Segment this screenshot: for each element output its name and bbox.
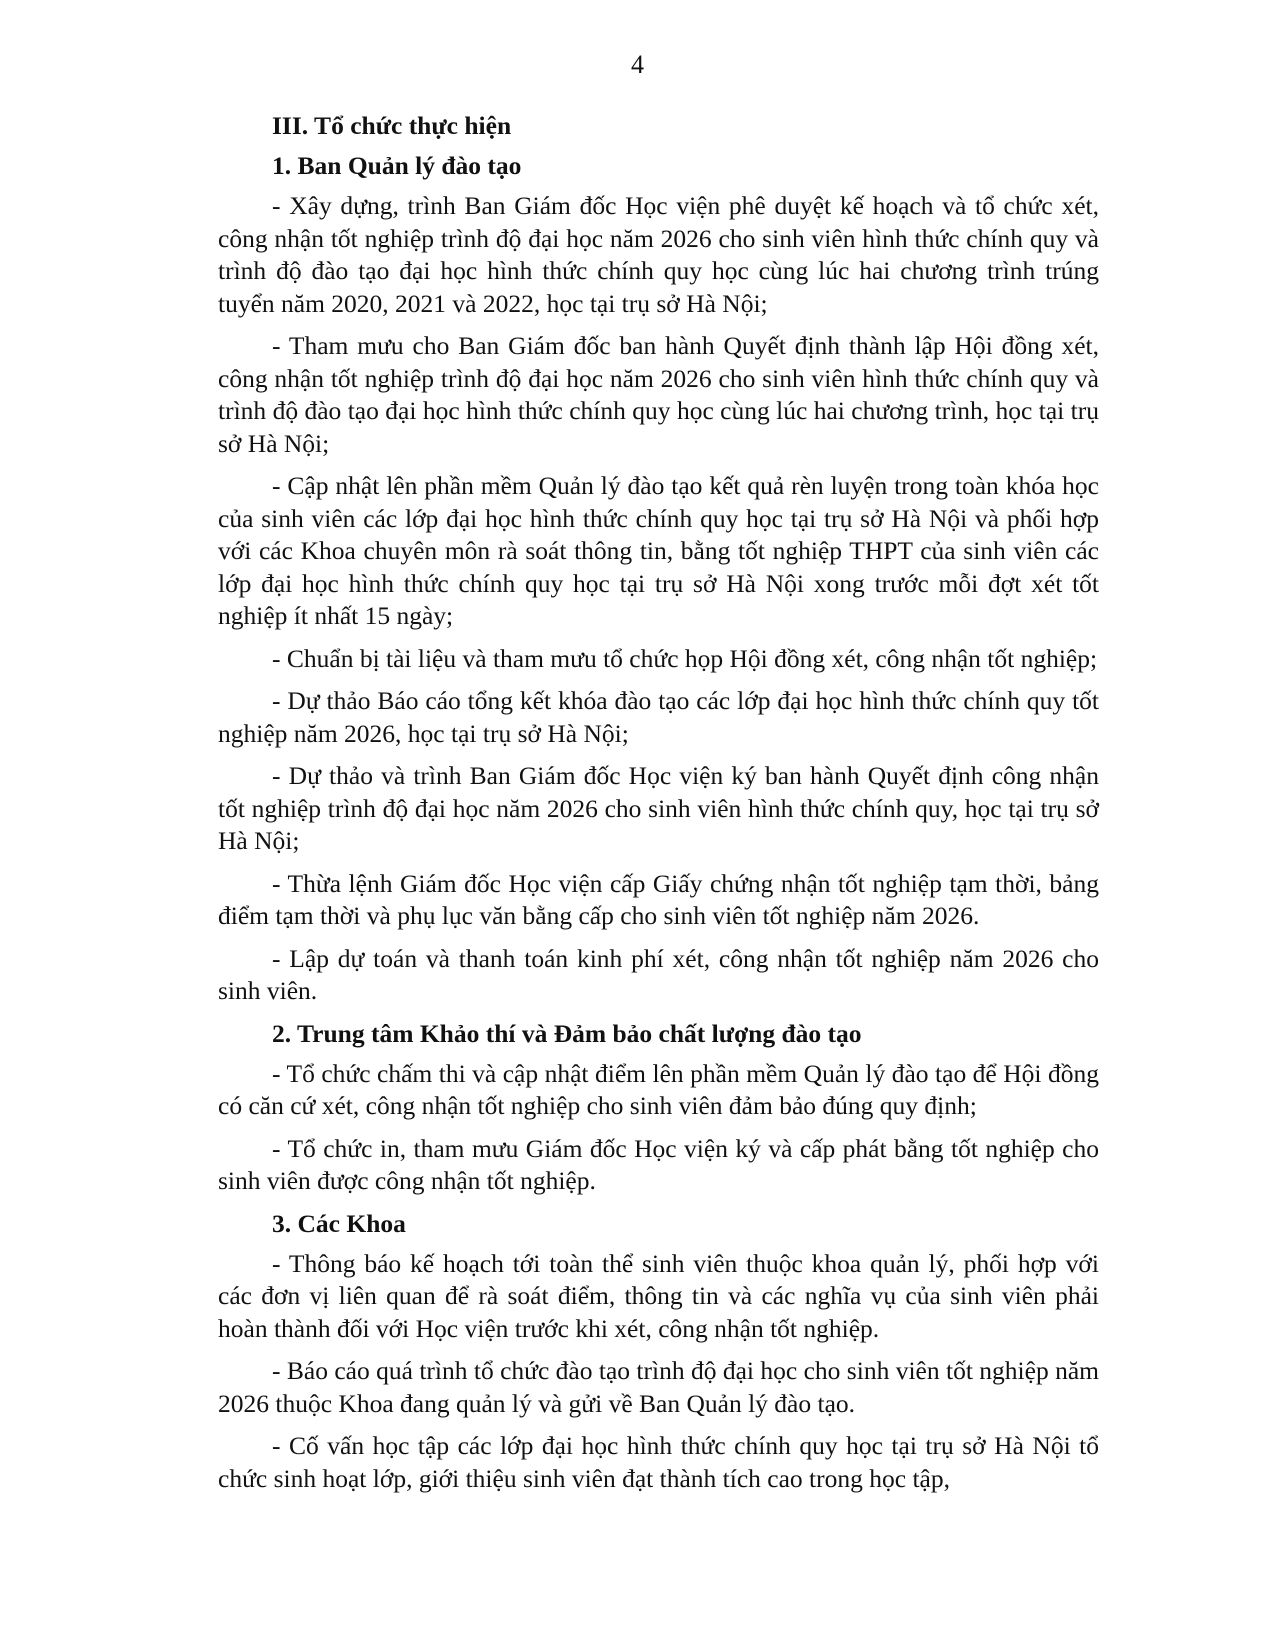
subsection-heading-2: 2. Trung tâm Khảo thí và Đảm bảo chất lượng đào tạo <box>272 1018 862 1048</box>
paragraph: - Lập dự toán và thanh toán kinh phí xét, công nhận tốt nghiệp năm 2026 cho sinh viên. <box>218 943 1099 1005</box>
subsection-heading-1: 1. Ban Quản lý đào tạo <box>272 151 522 180</box>
paragraph: - Tổ chức in, tham mưu Giám đốc Học viện ký và cấp phát bằng tốt nghiệp cho sinh viên được công nhận tốt nghiệp. <box>218 1133 1099 1195</box>
paragraph: - Cố vấn học tập các lớp đại học hình thức chính quy học tại trụ sở Hà Nội tổ chức sinh hoạt lớp, giới thiệu sinh viên đạt thành tích cao trong học tập, <box>218 1431 1099 1493</box>
paragraph: - Cập nhật lên phần mềm Quản lý đào tạo kết quả rèn luyện trong toàn khóa học của sinh viên các lớp đại học hình thức chính quy học tại trụ sở Hà Nội và phối hợp với các Khoa chuyên môn rà soát thông tin, bằng tốt nghiệp THPT của sinh viên các lớp đại học hình thức chính quy học tại trụ sở Hà Nội xong trước mỗi đợt xét tốt nghiệp ít nhất 15 ngày; <box>218 471 1099 630</box>
paragraph: - Xây dựng, trình Ban Giám đốc Học viện phê duyệt kế hoạch và tổ chức xét, công nhận tốt nghiệp trình độ đại học năm 2026 cho sinh viên hình thức chính quy và trình độ đào tạo đại học hình thức chính quy học cùng lúc hai chương trình trúng tuyển năm 2020, 2021 và 2022, học tại trụ sở Hà Nội; <box>218 191 1099 318</box>
paragraph: - Tổ chức chấm thi và cập nhật điểm lên phần mềm Quản lý đào tạo để Hội đồng có căn cứ xét, công nhận tốt nghiệp cho sinh viên đảm bảo đúng quy định; <box>218 1058 1099 1120</box>
paragraph: - Dự thảo Báo cáo tổng kết khóa đào tạo các lớp đại học hình thức chính quy tốt nghiệp năm 2026, học tại trụ sở Hà Nội; <box>218 686 1099 748</box>
paragraph: - Chuẩn bị tài liệu và tham mưu tổ chức họp Hội đồng xét, công nhận tốt nghiệp; <box>272 643 1098 673</box>
page-number: 4 <box>631 50 644 79</box>
paragraph: - Dự thảo và trình Ban Giám đốc Học viện ký ban hành Quyết định công nhận tốt nghiệp trình độ đại học năm 2026 cho sinh viên hình thức chính quy, học tại trụ sở Hà Nội; <box>218 761 1099 855</box>
document-body <box>218 110 1099 1505</box>
section-heading-iii: III. Tổ chức thực hiện <box>272 111 512 140</box>
subsection-heading-3: 3. Các Khoa <box>272 1208 406 1238</box>
paragraph: - Thừa lệnh Giám đốc Học viện cấp Giấy chứng nhận tốt nghiệp tạm thời, bảng điểm tạm thời và phụ lục văn bằng cấp cho sinh viên tốt nghiệp năm 2026. <box>218 868 1099 930</box>
paragraph: - Tham mưu cho Ban Giám đốc ban hành Quyết định thành lập Hội đồng xét, công nhận tốt nghiệp trình độ đại học năm 2026 cho sinh viên hình thức chính quy và trình độ đào tạo đại học hình thức chính quy học cùng lúc hai chương trình, học tại trụ sở Hà Nội; <box>218 331 1099 458</box>
paragraph: - Báo cáo quá trình tổ chức đào tạo trình độ đại học cho sinh viên tốt nghiệp năm 2026 thuộc Khoa đang quản lý và gửi về Ban Quản lý đào tạo. <box>218 1356 1099 1418</box>
paragraph: - Thông báo kế hoạch tới toàn thể sinh viên thuộc khoa quản lý, phối hợp với các đơn vị liên quan để rà soát điểm, thông tin và các nghĩa vụ của sinh viên phải hoàn thành đối với Học viện trước khi xét, công nhận tốt nghiệp. <box>218 1248 1099 1343</box>
